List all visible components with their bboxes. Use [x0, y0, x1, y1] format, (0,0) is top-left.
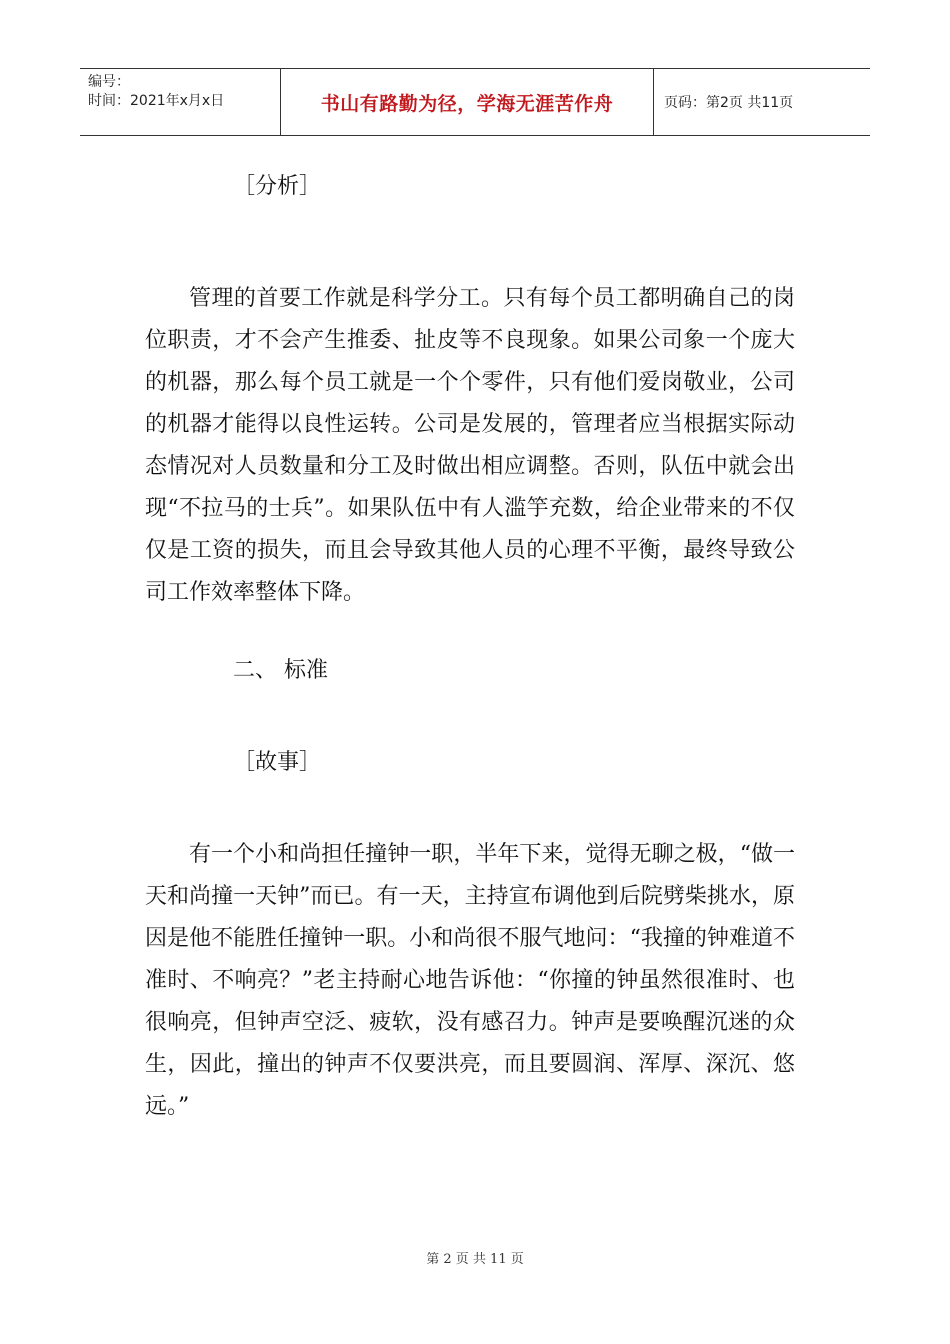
header-meta [80, 69, 281, 135]
story-label: ［故事］ [233, 750, 322, 775]
spacer [145, 784, 795, 834]
spacer [145, 692, 795, 742]
document-number-label: 编号： [88, 74, 130, 90]
header-motto: 书山有路勤为径，学海无涯苦作舟 [281, 69, 654, 135]
page-header [80, 68, 870, 136]
section-heading: 二、 标准 [233, 658, 328, 683]
page-footer: 第 2 页 共 11 页 [426, 1252, 524, 1267]
document-date: 时间：2021年x月x日 [88, 93, 225, 109]
header-page-info: 页码：第2页 共11页 [664, 95, 794, 111]
analysis-paragraph: 管理的首要工作就是科学分工。只有每个员工都明确自己的岗位职责，才不会产生推委、扯皮等不良现象。如果公司象一个庞大的机器，那么每个员工就是一个个零件，只有他们爱岗敬业，公司的机器才能得以良性运转。公司是发展的，管理者应当根据实际动态情况对人员数量和分工及时做出相应调整。否则，队伍中就会出现“不拉马的士兵”。如果队伍中有人滥竽充数，给企业带来的不仅仅是工资的损失，而且会导致其他人员的心理不平衡，最终导致公司工作效率整体下降。 [145, 286, 795, 605]
story-paragraph: 有一个小和尚担任撞钟一职，半年下来，觉得无聊之极，“做一天和尚撞一天钟”而已。有一天，主持宣布调他到后院劈柴挑水，原因是他不能胜任撞钟一职。小和尚很不服气地问：“我撞的钟难道不准时、不响亮？”老主持耐心地告诉他：“你撞的钟虽然很准时、也很响亮，但钟声空泛、疲软，没有感召力。钟声是要唤醒沉迷的众生，因此，撞出的钟声不仅要洪亮，而且要圆润、浑厚、深沉、悠远。” [145, 842, 795, 1119]
analysis-label: ［分析］ [233, 174, 322, 199]
document-body [145, 166, 795, 1128]
spacer [145, 208, 795, 278]
spacer [145, 614, 795, 650]
